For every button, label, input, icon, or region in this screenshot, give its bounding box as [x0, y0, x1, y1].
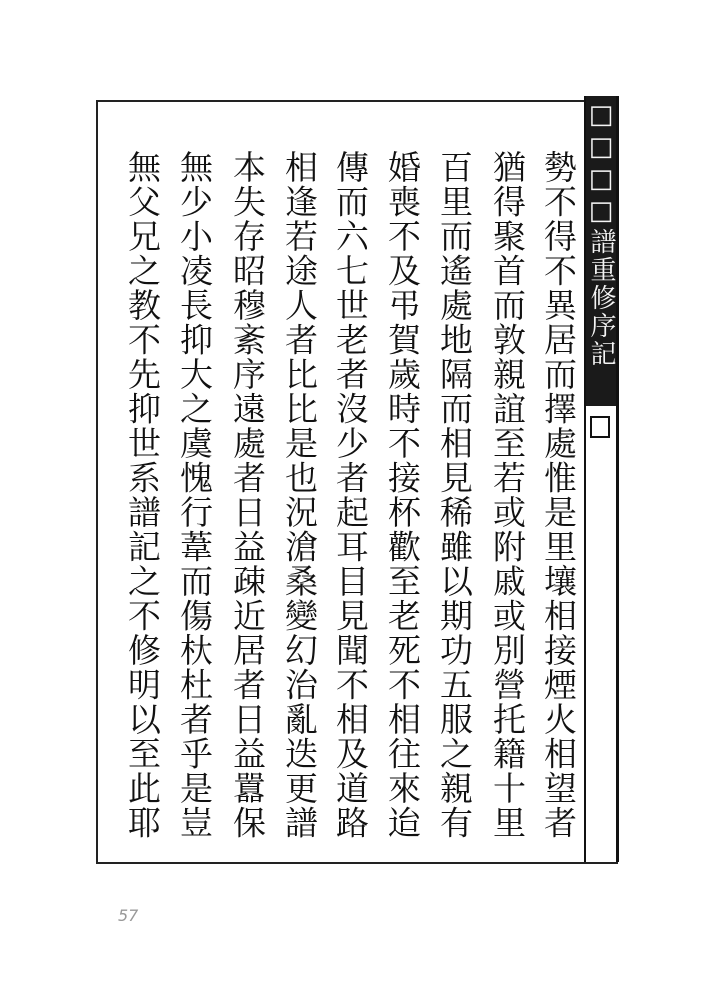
text-column-5: 傳而六七世老者沒少者起耳目見聞不相及道路 — [331, 150, 370, 840]
text-column-4: 婚喪不及弔賀歲時不接杯歡至老死不相往來迨 — [383, 150, 422, 840]
text-column-9: 無父兄之教不先抑世系譜記之不修明以至此耶 — [123, 150, 162, 840]
margin-strip — [584, 96, 619, 862]
text-column-6: 相逢若途人者比比是也況滄桑變幻治亂迭更譜 — [280, 150, 319, 840]
text-column-7: 本失存昭穆紊序遠處者日益疎近居者日益囂保 — [228, 150, 267, 840]
text-column-8: 無少小凌長抑大之虞愧行葦而傷杕杜者乎是豈 — [175, 150, 214, 840]
fishtail-mark — [590, 416, 610, 438]
margin-title: □□□□譜重修序記 — [586, 96, 616, 406]
text-column-1: 勢不得不異居而擇處惟是里壤相接煙火相望者 — [539, 150, 578, 840]
text-column-2: 猶得聚首而敦親誼至若或附戚或別營托籍十里 — [488, 150, 527, 840]
page-number: 57 — [118, 906, 139, 925]
text-column-3: 百里而遙處地隔而相見稀雖以期功五服之親有 — [435, 150, 474, 840]
